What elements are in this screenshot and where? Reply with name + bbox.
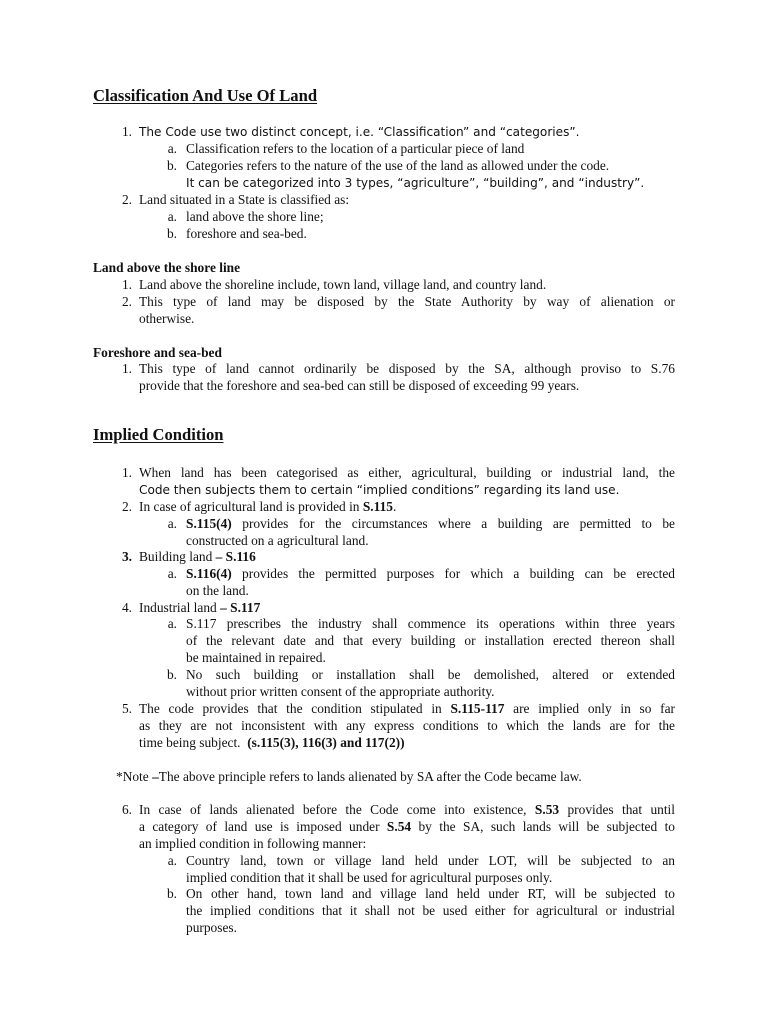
section-title-classification: Classification And Use Of Land bbox=[93, 86, 318, 105]
sub-item-text: foreshore and sea-bed. bbox=[186, 226, 307, 241]
section-title-implied-condition: Implied Condition bbox=[93, 425, 224, 444]
sub-letter: a. bbox=[167, 853, 177, 868]
section-reference: – S.117 bbox=[220, 600, 261, 615]
list-number: 2. bbox=[121, 294, 132, 309]
sub-item-text: It can be categorized into 3 types, “agriculture”, “building”, and “industry”. bbox=[186, 176, 645, 190]
sub-letter: a. bbox=[167, 616, 177, 631]
list-number: 1. bbox=[121, 277, 132, 292]
sub-item-text: constructed on a agricultural land. bbox=[186, 533, 369, 548]
list-item-text: In case of lands alienated before the Code come into existence, S.53 provides that until bbox=[139, 802, 675, 817]
sub-item-text: Classification refers to the location of a particular piece of land bbox=[186, 141, 525, 156]
section-reference: S.115(4) bbox=[186, 516, 232, 531]
list-item-text: In case of agricultural land is provided in S.115. bbox=[139, 499, 397, 514]
list-item-text: The Code use two distinct concept, i.e. “Classification” and “categories”. bbox=[139, 125, 580, 139]
sub-letter: b. bbox=[166, 886, 177, 901]
sub-item-text: purposes. bbox=[186, 920, 237, 935]
list-item-text: When land has been categorised as either, agricultural, building or industrial land, the bbox=[139, 465, 675, 480]
sub-letter: a. bbox=[167, 209, 177, 224]
section-reference: S.115 bbox=[362, 499, 394, 514]
list-item-text: otherwise. bbox=[139, 311, 195, 326]
sub-letter: a. bbox=[167, 516, 177, 531]
sub-item-text: S.115(4) provides for the circumstances where a building are permitted to be bbox=[186, 516, 675, 531]
list-item-text: Building land – S.116 bbox=[139, 549, 256, 564]
list-item-text: Land above the shoreline include, town land, village land, and country land. bbox=[139, 277, 547, 292]
sub-item-text: S.116(4) provides the permitted purposes for which a building can be erected bbox=[186, 566, 675, 581]
sub-item-text: the implied conditions that it shall not be used either for agricultural or industrial bbox=[186, 903, 675, 918]
section-reference: S.53 bbox=[534, 802, 560, 817]
list-item-text: The code provides that the condition stipulated in S.115-117 are implied only in so far bbox=[139, 701, 675, 716]
sub-item-text: S.117 prescribes the industry shall commence its operations within three years bbox=[186, 616, 675, 631]
section-reference: S.115-117 bbox=[450, 701, 505, 716]
sub-item-text: without prior written consent of the appropriate authority. bbox=[186, 684, 495, 699]
sub-item-text: Categories refers to the nature of the use of the land as allowed under the code. bbox=[186, 158, 610, 173]
sub-item-text: implied condition that it shall be used for agricultural purposes only. bbox=[186, 870, 553, 885]
list-item-text: This type of land may be disposed by the State Authority by way of alienation or bbox=[139, 294, 675, 309]
sub-letter: a. bbox=[167, 566, 177, 581]
sub-item-text: be maintained in repaired. bbox=[186, 650, 326, 665]
subheading-land-above-shore: Land above the shore line bbox=[93, 260, 241, 275]
sub-letter: a. bbox=[167, 141, 177, 156]
list-number: 1. bbox=[121, 124, 132, 139]
list-number: 1. bbox=[121, 465, 132, 480]
sub-item-text: land above the shore line; bbox=[186, 209, 324, 224]
sub-item-text: No such building or installation shall be demolished, altered or extended bbox=[186, 667, 675, 682]
list-number: 2. bbox=[121, 499, 132, 514]
sub-letter: b. bbox=[166, 158, 177, 173]
section-reference: S.54 bbox=[386, 819, 412, 834]
list-item-text: an implied condition in following manner: bbox=[139, 836, 367, 851]
list-item-text: provide that the foreshore and sea-bed can still be disposed of exceeding 99 years. bbox=[139, 378, 580, 393]
section-reference: – S.116 bbox=[215, 549, 256, 564]
section-reference: (s.115(3), 116(3) and 117(2)) bbox=[247, 735, 405, 750]
list-number: 3. bbox=[121, 549, 132, 564]
list-item-text: This type of land cannot ordinarily be disposed by the SA, although proviso to S.76 bbox=[139, 361, 675, 376]
list-number: 2. bbox=[121, 192, 132, 207]
sub-item-text: Country land, town or village land held under LOT, will be subjected to an bbox=[186, 853, 675, 868]
list-number: 5. bbox=[121, 701, 132, 716]
sub-item-text: On other hand, town land and village land held under RT, will be subjected to bbox=[186, 886, 675, 901]
note: *Note –The above principle refers to lands alienated by SA after the Code became law. bbox=[116, 769, 582, 784]
list-item-text: a category of land use is imposed under S.54 by the SA, such lands will be subjected to bbox=[139, 819, 675, 834]
list-number: 6. bbox=[121, 802, 132, 817]
list-item-text: as they are not inconsistent with any express conditions to which the lands are for the bbox=[139, 718, 675, 733]
list-number: 1. bbox=[121, 361, 132, 376]
section-reference: S.116(4) bbox=[186, 566, 232, 581]
list-item-text: Code then subjects them to certain “implied conditions” regarding its land use. bbox=[139, 483, 620, 497]
list-number: 4. bbox=[121, 600, 132, 615]
sub-item-text: of the relevant date and that every building or installation erected thereon shall bbox=[186, 633, 675, 648]
list-item-text: Industrial land – S.117 bbox=[139, 600, 261, 615]
sub-item-text: on the land. bbox=[186, 583, 249, 598]
list-item-text: Land situated in a State is classified as: bbox=[139, 192, 350, 207]
sub-letter: b. bbox=[166, 226, 177, 241]
subheading-foreshore: Foreshore and sea-bed bbox=[93, 345, 222, 360]
sub-letter: b. bbox=[166, 667, 177, 682]
list-item-text: time being subject. (s.115(3), 116(3) and 117(2)) bbox=[139, 735, 405, 750]
